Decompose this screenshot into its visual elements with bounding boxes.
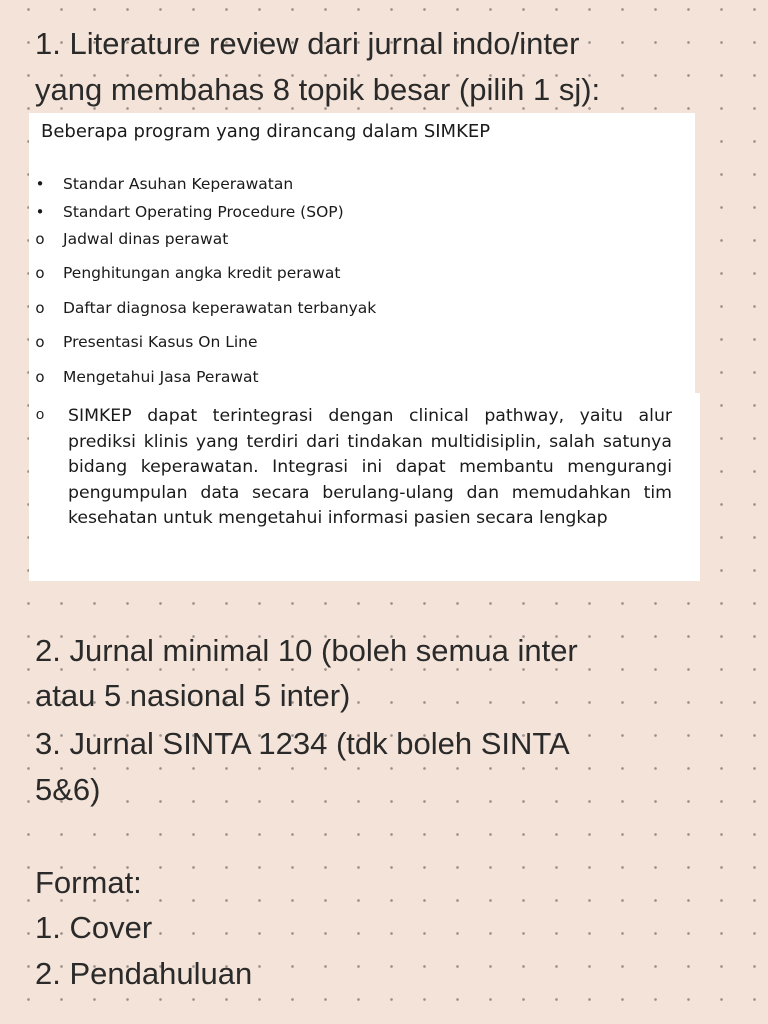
note-line-6: 5&6) (35, 772, 101, 807)
note-line-4: atau 5 nasional 5 inter) (35, 678, 351, 713)
slide-list-item-label: Presentasi Kasus On Line (63, 333, 258, 351)
hollow-bullet-icon: o (35, 299, 45, 317)
filled-bullet-icon: • (35, 175, 45, 193)
hollow-bullet-icon: o (35, 230, 45, 248)
slide-paragraph: SIMKEP dapat terintegrasi dengan clinical pathway, yaitu alur prediksi klinis yang terdiri dari tindakan multidisiplin, salah satunya bidang keperawatan. Integrasi ini dapat membantu mengurangi pengumpulan data secara berulang-ulang dan memudahkan tim kesehatan untuk mengetahui informasi pasien secara lengkap (68, 406, 672, 529)
hollow-bullet-icon: o (35, 264, 45, 282)
note-line-7: Format: (35, 865, 142, 900)
note-line-1: 1. Literature review dari jurnal indo/inter (35, 26, 580, 61)
hollow-bullet-icon: o (35, 333, 45, 351)
hollow-bullet-icon: o (35, 368, 45, 386)
note-line-9: 2. Pendahuluan (35, 956, 253, 991)
note-line-8: 1. Cover (35, 910, 153, 945)
slide-list-item-label: Standar Asuhan Keperawatan (63, 175, 294, 193)
slide-list-item-label: Standart Operating Procedure (SOP) (63, 203, 344, 221)
slide-list-item-label: Mengetahui Jasa Perawat (63, 368, 259, 386)
slide-list-item-label: Penghitungan angka kredit perawat (63, 264, 341, 282)
filled-bullet-icon: • (35, 203, 45, 221)
slide-title: Beberapa program yang dirancang dalam SIMKEP (41, 121, 491, 142)
note-line-2: yang membahas 8 topik besar (pilih 1 sj): (35, 72, 601, 107)
embedded-slide-image (29, 113, 700, 581)
note-line-5: 3. Jurnal SINTA 1234 (tdk boleh SINTA (35, 726, 570, 761)
slide-top-panel (29, 113, 695, 393)
hollow-bullet-icon: o (35, 406, 45, 423)
slide-list-item-label: Daftar diagnosa keperawatan terbanyak (63, 299, 377, 317)
slide-list-item-label: Jadwal dinas perawat (63, 230, 229, 248)
note-line-3: 2. Jurnal minimal 10 (boleh semua inter (35, 633, 578, 668)
